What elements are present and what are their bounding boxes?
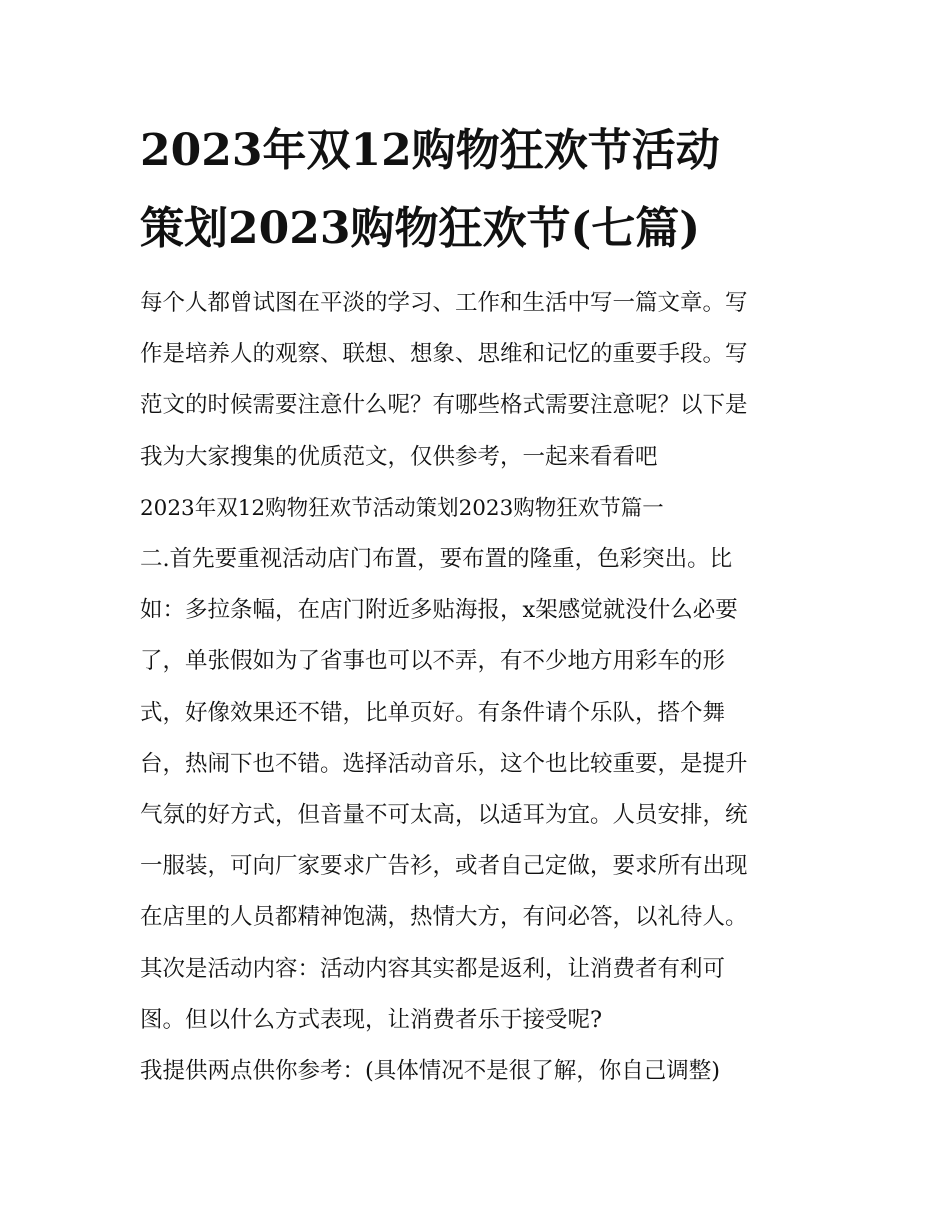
section-paragraph [140, 534, 820, 1046]
closing-line: 我提供两点供你参考：(具体情况不是很了解，你自己调整) [140, 1058, 721, 1085]
section-line: 了，单张假如为了省事也可以不弄，有不少地方用彩车的形 [140, 648, 726, 675]
section-line: 在店里的人员都精神饱满，热情大方，有问必答，以礼待人。 [140, 904, 748, 931]
title-line-2: 策划2023购物狂欢节(七篇) [140, 203, 701, 254]
intro-line: 每个人都曾试图在平淡的学习、工作和生活中写一篇文章。写 [140, 290, 748, 316]
section-line: 二.首先要重视活动店门布置，要布置的隆重，色彩突出。比 [140, 546, 733, 573]
intro-line: 我为大家搜集的优质范文，仅供参考，一起来看看吧 [140, 443, 658, 470]
section-heading: 2023年双12购物狂欢节活动策划2023购物狂欢节篇一 [140, 495, 664, 521]
document-title [140, 112, 820, 268]
section-line: 图。但以什么方式表现，让消费者乐于接受呢? [140, 1006, 603, 1033]
section-line: 其次是活动内容：活动内容其实都是返利，让消费者有利可 [140, 955, 726, 982]
section-line: 台，热闹下也不错。选择活动音乐，这个也比较重要，是提升 [140, 750, 748, 777]
document-body [140, 278, 820, 1097]
intro-line: 作是培养人的观察、联想、想象、思维和记忆的重要手段。写 [140, 341, 748, 368]
title-line-1: 2023年双12购物狂欢节活动 [140, 125, 720, 176]
section-line: 气氛的好方式，但音量不可太高，以适耳为宜。人员安排，统 [140, 802, 748, 829]
intro-line: 范文的时候需要注意什么呢？有哪些格式需要注意呢？以下是 [140, 392, 748, 419]
intro-paragraph [140, 278, 820, 483]
section-line: 式，好像效果还不错，比单页好。有条件请个乐队，搭个舞 [140, 699, 726, 726]
section-line: 一服装，可向厂家要求广告衫，或者自己定做，要求所有出现 [140, 853, 748, 880]
section-line: 如：多拉条幅，在店门附近多贴海报，x架感觉就没什么必要 [140, 597, 738, 624]
